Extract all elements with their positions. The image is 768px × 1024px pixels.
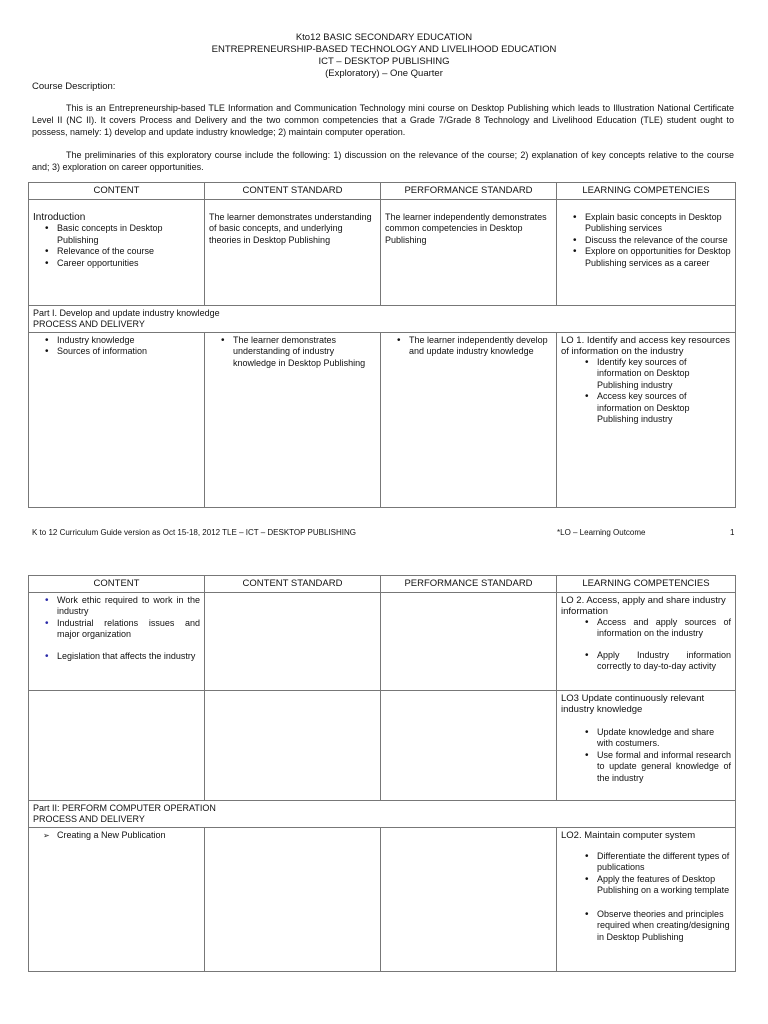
lo-3-list [561, 727, 731, 785]
list-item: • Discuss the relevance of the course [585, 235, 731, 247]
row-1-content-cell [29, 592, 205, 690]
list-item: • Update knowledge and share with costumers. [597, 727, 731, 750]
curriculum-table-1 [28, 182, 736, 508]
part-1-heading-cell [29, 305, 736, 332]
list-item: • Relevance of the course [57, 246, 200, 258]
course-description-paragraph-1: This is an Entrepreneurship-based TLE Information and Communication Technology mini course on Desktop Publishing which leads to Illustration National Certificate Level II (NC II). It covers Process and Delivery and the two common competencies that a Grade 7/Grade 8 Technology and Livelihood Education (TLE) student ought to possess, namely: 1) develop and update industry knowledge; 2) maintain computer operation. [32, 103, 734, 137]
col-header-content-standard: CONTENT STANDARD [205, 183, 381, 200]
list-item: • Apply Industry information correctly to day-to-day activity [597, 650, 731, 673]
col-header-performance-standard: PERFORMANCE STANDARD [381, 183, 557, 200]
intro-content-standard: The learner demonstrates understanding of basic concepts, and underlying theories in Desktop Publishing [205, 199, 381, 305]
row-2-content [29, 690, 205, 800]
lo-2-maintain-list [561, 851, 731, 944]
col-header-content: CONTENT [29, 183, 205, 200]
table-header-row [29, 183, 736, 200]
lo-2-list [561, 617, 731, 673]
list-item: • Identify key sources of information on Desktop Publishing industry [597, 357, 731, 392]
footer-middle: *LO – Learning Outcome [557, 528, 646, 537]
row-1-performance-standard [381, 592, 557, 690]
list-item: • Apply the features of Desktop Publishing on a working template [597, 874, 731, 897]
part-2-content-cell [29, 827, 205, 971]
page-2 [0, 560, 768, 1024]
list-item: • Observe theories and principles required when creating/designing in Desktop Publishing [597, 909, 731, 944]
page-number: 1 [730, 528, 735, 537]
section-row-part-2 [29, 800, 736, 827]
part-1-content-standard-list [209, 335, 376, 370]
part-1-title: Part I. Develop and update industry knowledge [33, 307, 220, 318]
table-row-part-2 [29, 827, 736, 971]
part-1-subtitle: PROCESS AND DELIVERY [33, 318, 145, 329]
lo-1-title: LO 1. Identify and access key resources of information on the industry [561, 334, 730, 357]
row-1-competencies-cell [557, 592, 736, 690]
table-row-lo3 [29, 690, 736, 800]
row-1-content-list [33, 595, 200, 663]
list-item: • The learner independently develop and update industry knowledge [409, 335, 552, 358]
intro-competencies-cell [557, 199, 736, 305]
list-item: • Explain basic concepts in Desktop Publishing services [585, 212, 731, 235]
header-line-4: (Exploratory) – One Quarter [325, 68, 443, 79]
intro-list [33, 223, 200, 269]
row-2-competencies-cell [557, 690, 736, 800]
col-header-performance-standard: PERFORMANCE STANDARD [381, 576, 557, 593]
list-item: • Explore on opportunities for Desktop Publishing services as a career [585, 246, 731, 269]
table-header-row [29, 576, 736, 593]
course-description-label: Course Description: [32, 81, 116, 92]
list-item: • Use formal and informal research to update general knowledge of the industry [597, 750, 731, 785]
header-line-2: ENTREPRENEURSHIP-BASED TECHNOLOGY AND LIVELIHOOD EDUCATION [211, 44, 557, 55]
lo-2-title: LO 2. Access, apply and share industry information [561, 594, 726, 617]
lo-2-maintain-title: LO2. Maintain computer system [561, 829, 696, 841]
curriculum-table-2 [28, 575, 736, 972]
list-item: • Career opportunities [57, 258, 200, 270]
row-1-content-standard [205, 592, 381, 690]
list-item: • Access and apply sources of information on the industry [597, 617, 731, 640]
part-1-content-cell [29, 332, 205, 507]
part-1-content-standard-cell [205, 332, 381, 507]
part-1-performance-standard-cell [381, 332, 557, 507]
part-2-title: Part II: PERFORM COMPUTER OPERATION [33, 802, 216, 813]
list-item: • The learner demonstrates understanding of industry knowledge in Desktop Publishing [233, 335, 376, 370]
part-1-performance-standard-list [385, 335, 552, 358]
col-header-learning-competencies: LEARNING COMPETENCIES [557, 183, 736, 200]
intro-competencies-list [561, 212, 731, 270]
part-2-heading-cell [29, 800, 736, 827]
header-line-1: Kto12 BASIC SECONDARY EDUCATION [295, 32, 473, 43]
part-1-competencies-cell [557, 332, 736, 507]
intro-title: Introduction [33, 211, 86, 223]
part-1-content-list [33, 335, 200, 358]
list-item: • Access key sources of information on Desktop Publishing industry [597, 391, 731, 426]
table-row-part-1 [29, 332, 736, 507]
list-item: ➢ Creating a New Publication [57, 830, 200, 842]
part-2-performance-standard [381, 827, 557, 971]
col-header-learning-competencies: LEARNING COMPETENCIES [557, 576, 736, 593]
col-header-content-standard: CONTENT STANDARD [205, 576, 381, 593]
table-row-work-ethic [29, 592, 736, 690]
list-item: • Work ethic required to work in the industry [57, 595, 200, 618]
header-line-3: ICT – DESKTOP PUBLISHING [318, 56, 450, 67]
part-2-subtitle: PROCESS AND DELIVERY [33, 813, 145, 824]
list-item: • Legislation that affects the industry [57, 651, 200, 663]
row-2-performance-standard [381, 690, 557, 800]
list-item: • Sources of information [57, 346, 200, 358]
row-2-content-standard [205, 690, 381, 800]
part-2-competencies-cell [557, 827, 736, 971]
list-item: • Industry knowledge [57, 335, 200, 347]
lo-1-list [561, 357, 731, 426]
list-item: • Industrial relations issues and major organization [57, 618, 200, 641]
lo-3-title: LO3 Update continuously relevant industry knowledge [561, 692, 705, 715]
intro-performance-standard: The learner independently demonstrates common competencies in Desktop Publishing [381, 199, 557, 305]
intro-content-cell [29, 199, 205, 305]
part-2-content-standard [205, 827, 381, 971]
table-row-introduction [29, 199, 736, 305]
footer-left: K to 12 Curriculum Guide version as Oct 15-18, 2012 TLE – ICT – DESKTOP PUBLISHING [32, 528, 356, 537]
course-description-paragraph-2: The preliminaries of this exploratory course include the following: 1) discussion on the relevance of the course; 2) explanation of key concepts relative to the course and; 3) exploration on career opportunities. [32, 150, 734, 172]
part-2-content-list [33, 830, 200, 842]
list-item: • Basic concepts in Desktop Publishing [57, 223, 200, 246]
section-row-part-1 [29, 305, 736, 332]
list-item: • Differentiate the different types of publications [597, 851, 731, 874]
col-header-content: CONTENT [29, 576, 205, 593]
